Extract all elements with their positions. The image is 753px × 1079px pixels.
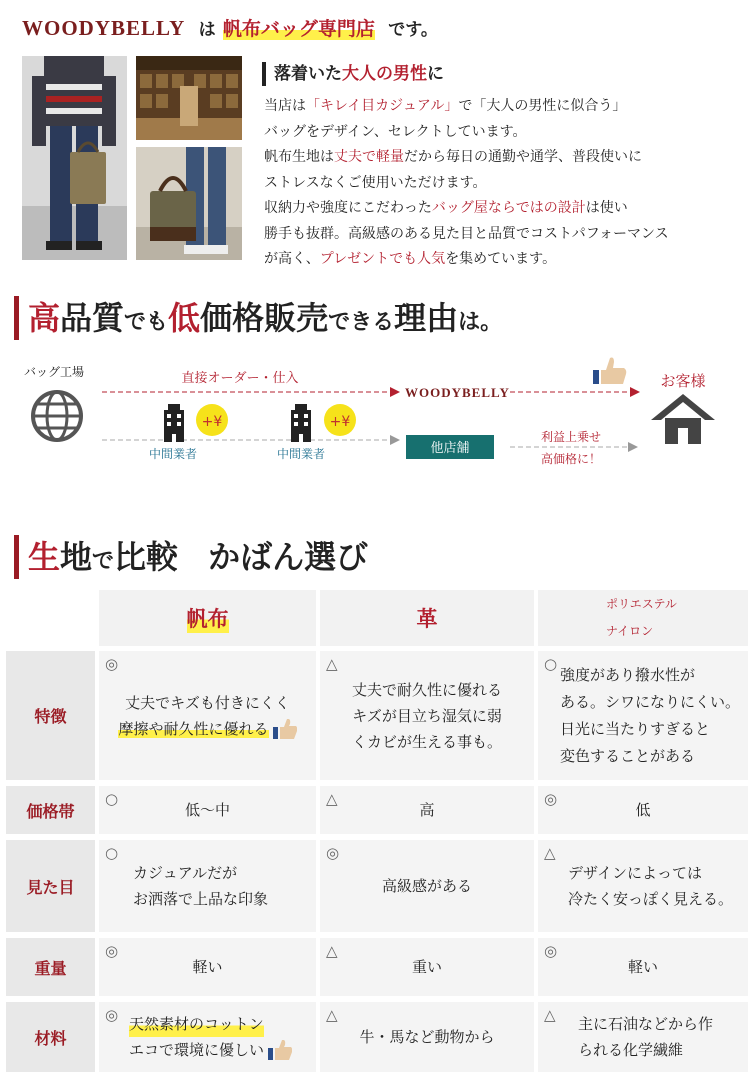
- column-header-canvas: [99, 590, 316, 646]
- cell-line: 軽い: [192, 958, 223, 976]
- intro-text: は使い: [585, 200, 628, 216]
- intro-text: だから毎日の通勤や通学、普段使いに: [404, 149, 642, 165]
- intro-line: [264, 196, 744, 222]
- rating-mark: △: [326, 790, 338, 808]
- rating-mark: ◎: [105, 942, 119, 960]
- rating-mark: △: [326, 1006, 338, 1024]
- intro-line: [264, 120, 744, 146]
- title-char: 高: [28, 299, 61, 337]
- title-char: 理由: [394, 299, 459, 337]
- intro-text: を集めています。: [445, 251, 557, 267]
- arrow-head-icon: [628, 442, 638, 452]
- cell-synthetic-appearance: [538, 840, 748, 932]
- intro-emphasis: バッグ屋ならではの設計: [431, 200, 586, 216]
- cell-line: 丈夫で耐久性に優れる: [351, 680, 502, 699]
- cell-canvas-appearance: [99, 840, 316, 932]
- cell-line-with-icon: [129, 1037, 292, 1063]
- intro-line: [264, 222, 744, 248]
- cell-line: ある。シワになりにくい。: [560, 692, 741, 711]
- thumbs-up-icon: [593, 358, 626, 385]
- rating-mark: △: [326, 942, 338, 960]
- cell-line: 摩擦や耐久性に優れる: [118, 719, 269, 738]
- distribution-diagram: [0, 350, 753, 480]
- column-header-leather: [320, 590, 534, 646]
- cell-line: 丈夫でキズも付きにくく: [125, 693, 290, 712]
- intro-line: [264, 171, 744, 197]
- customer-label: お客様: [660, 372, 706, 390]
- page-header: [22, 14, 438, 41]
- store-photo: [136, 56, 242, 140]
- cell-canvas-features: [99, 651, 316, 780]
- title-char: かばん選び: [208, 538, 369, 576]
- cell-text: [99, 786, 316, 834]
- cell-line: お洒落で上品な印象: [133, 890, 269, 908]
- arrow-head-icon: [390, 435, 400, 445]
- cell-canvas-weight: [99, 938, 316, 996]
- cell-line: 強度があり撥水性が: [560, 665, 696, 684]
- cell-leather-features: [320, 651, 534, 780]
- intro-text: バッグをデザイン、セレクトしています。: [264, 123, 527, 140]
- cell-synthetic-price: [538, 786, 748, 834]
- cell-canvas-price: [99, 786, 316, 834]
- intro-line: [264, 94, 744, 120]
- intro-text: で「大人の男性に似合う」: [458, 98, 627, 114]
- intro-text: ストレスなくご使用いただけます。: [264, 174, 487, 191]
- cell-text: [99, 1002, 316, 1072]
- title-char: 低: [168, 299, 201, 337]
- intro-emphasis: プレゼントでも人気: [319, 251, 446, 267]
- row-label: 重量: [34, 958, 67, 978]
- row-header-features: [6, 651, 95, 780]
- title-char: 比較: [114, 538, 179, 576]
- intro-text: 当店は: [264, 98, 306, 114]
- cell-text: [99, 651, 316, 780]
- cell-line: デザインによっては: [568, 864, 702, 882]
- cell-line: 軽い: [627, 958, 658, 976]
- building-icon: [291, 404, 311, 442]
- cell-line: 低: [635, 801, 651, 819]
- middleman-label: 中間業者: [148, 447, 198, 461]
- rating-mark: ◎: [326, 844, 340, 862]
- intro-heading-highlight: 大人の男性: [342, 64, 427, 84]
- cell-line: 低〜中: [184, 801, 230, 819]
- column-label: 革: [416, 606, 438, 631]
- cell-leather-price: [320, 786, 534, 834]
- column-header-synthetic: [538, 590, 748, 646]
- globe-icon: [33, 392, 81, 440]
- title-char: 価格販売: [200, 299, 329, 337]
- cell-synthetic-weight: [538, 938, 748, 996]
- title-char: でも: [124, 309, 169, 335]
- row-label: 見た目: [26, 877, 75, 897]
- row-label: 特徴: [34, 707, 67, 726]
- cell-text: [538, 786, 748, 834]
- header-suffix: です。: [388, 20, 438, 40]
- row-header-weight: [6, 938, 95, 996]
- cell-synthetic-material: [538, 1002, 748, 1072]
- header-particle: は: [198, 20, 216, 40]
- intro-text: が高く、: [264, 251, 320, 267]
- title-char: できる: [328, 309, 395, 335]
- cell-line: くカビが生える事も。: [351, 732, 502, 751]
- intro-heading-pre: 落着いた: [274, 64, 342, 84]
- cell-line: 主に石油などから作: [578, 1015, 714, 1033]
- cell-line: 冷たく安っぽく見える。: [568, 890, 734, 908]
- arrow-head-icon: [390, 387, 400, 397]
- cell-text: [320, 1002, 534, 1072]
- cell-line: 変色することがある: [560, 746, 696, 765]
- cell-text: [538, 651, 748, 780]
- cell-line: 天然素材のコットン: [129, 1011, 264, 1037]
- yen-label: +¥: [201, 414, 223, 430]
- title-char: は。: [458, 309, 503, 335]
- cell-line: 高: [419, 801, 435, 819]
- cell-line: 重い: [411, 958, 442, 976]
- cell-line-with-icon: [118, 716, 296, 742]
- cell-line: 日光に当たりすぎると: [560, 719, 711, 738]
- row-header-appearance: [6, 840, 95, 932]
- cell-text: [320, 938, 534, 996]
- cell-line: られる化学繊維: [578, 1041, 684, 1059]
- intro-emphasis: 「キレイ目カジュアル」: [306, 98, 459, 114]
- title-char: 地: [60, 538, 93, 576]
- intro-text: 帆布生地は: [264, 149, 334, 165]
- intro-heading-post: に: [427, 64, 444, 84]
- row-header-material: [6, 1002, 95, 1072]
- column-label: 帆布: [187, 603, 229, 633]
- other-store-label: 他店舗: [430, 441, 470, 456]
- rating-mark: △: [544, 844, 556, 862]
- brand-label: WOODYBELLY: [405, 385, 510, 400]
- title-char: 生: [28, 538, 61, 576]
- row-header-price: [6, 786, 95, 834]
- section-title-comparison: [14, 535, 368, 579]
- bag-photo: [136, 147, 242, 260]
- intro-text: 勝手も抜群。高級感のある見た目と品質でコストパフォーマンス: [264, 225, 669, 242]
- cell-text: [538, 840, 748, 932]
- cell-line: エコで環境に優しい: [129, 1041, 265, 1059]
- thumbs-up-icon: [268, 1040, 292, 1062]
- intro-line: [264, 145, 744, 171]
- cell-text: [99, 938, 316, 996]
- arrow-head-icon: [630, 387, 640, 397]
- rating-mark: △: [544, 1006, 556, 1024]
- cell-leather-appearance: [320, 840, 534, 932]
- cell-line: カジュアルだが: [133, 864, 238, 882]
- column-label: ナイロン: [606, 624, 654, 638]
- rating-mark: ◎: [105, 655, 119, 673]
- building-icon: [164, 404, 184, 442]
- row-label: 価格帯: [26, 801, 75, 821]
- model-photo: [22, 56, 127, 260]
- rating-mark: ○: [105, 790, 119, 808]
- cell-text: [538, 938, 748, 996]
- rating-mark: ◎: [105, 1006, 119, 1024]
- cell-text: [538, 1002, 748, 1072]
- cell-line: キズが目立ち湿気に弱: [352, 706, 502, 725]
- intro-emphasis: 丈夫で軽量: [334, 149, 404, 165]
- cell-leather-weight: [320, 938, 534, 996]
- rating-mark: ◎: [544, 790, 558, 808]
- column-label: ポリエステル: [606, 597, 677, 611]
- markup-label: 利益上乗せ: [540, 430, 602, 444]
- title-char: 品質: [60, 299, 125, 337]
- intro-body: [264, 94, 744, 273]
- row-label: 材料: [34, 1028, 67, 1048]
- header-tagline: 帆布バッグ専門店: [222, 18, 375, 40]
- title-char: で: [92, 548, 115, 574]
- house-icon: [651, 394, 715, 444]
- cell-text: [99, 840, 316, 932]
- middleman-label: 中間業者: [276, 447, 326, 461]
- rating-mark: ◎: [544, 942, 558, 960]
- yen-label: +¥: [329, 414, 351, 430]
- direct-order-label: 直接オーダー・仕入: [181, 371, 299, 386]
- cell-line: 高級感がある: [381, 877, 472, 895]
- thumbs-up-icon: [273, 719, 297, 741]
- factory-label: バッグ工場: [24, 365, 85, 379]
- cell-text: [320, 840, 534, 932]
- intro-line: [264, 247, 744, 273]
- high-price-label: 高価格に！: [540, 452, 602, 466]
- brand-name: WOODYBELLY: [22, 16, 186, 40]
- cell-text: [320, 651, 534, 780]
- cell-line: 牛・馬など動物から: [359, 1028, 495, 1046]
- section-title-reasons: [14, 296, 502, 340]
- rating-mark: △: [326, 655, 338, 673]
- rating-mark: ○: [105, 844, 119, 862]
- intro-heading: [262, 62, 444, 86]
- cell-canvas-material: [99, 1002, 316, 1072]
- rating-mark: ○: [544, 655, 558, 673]
- intro-text: 収納力や強度にこだわった: [264, 200, 432, 216]
- cell-text: [320, 786, 534, 834]
- cell-synthetic-features: [538, 651, 748, 780]
- cell-leather-material: [320, 1002, 534, 1072]
